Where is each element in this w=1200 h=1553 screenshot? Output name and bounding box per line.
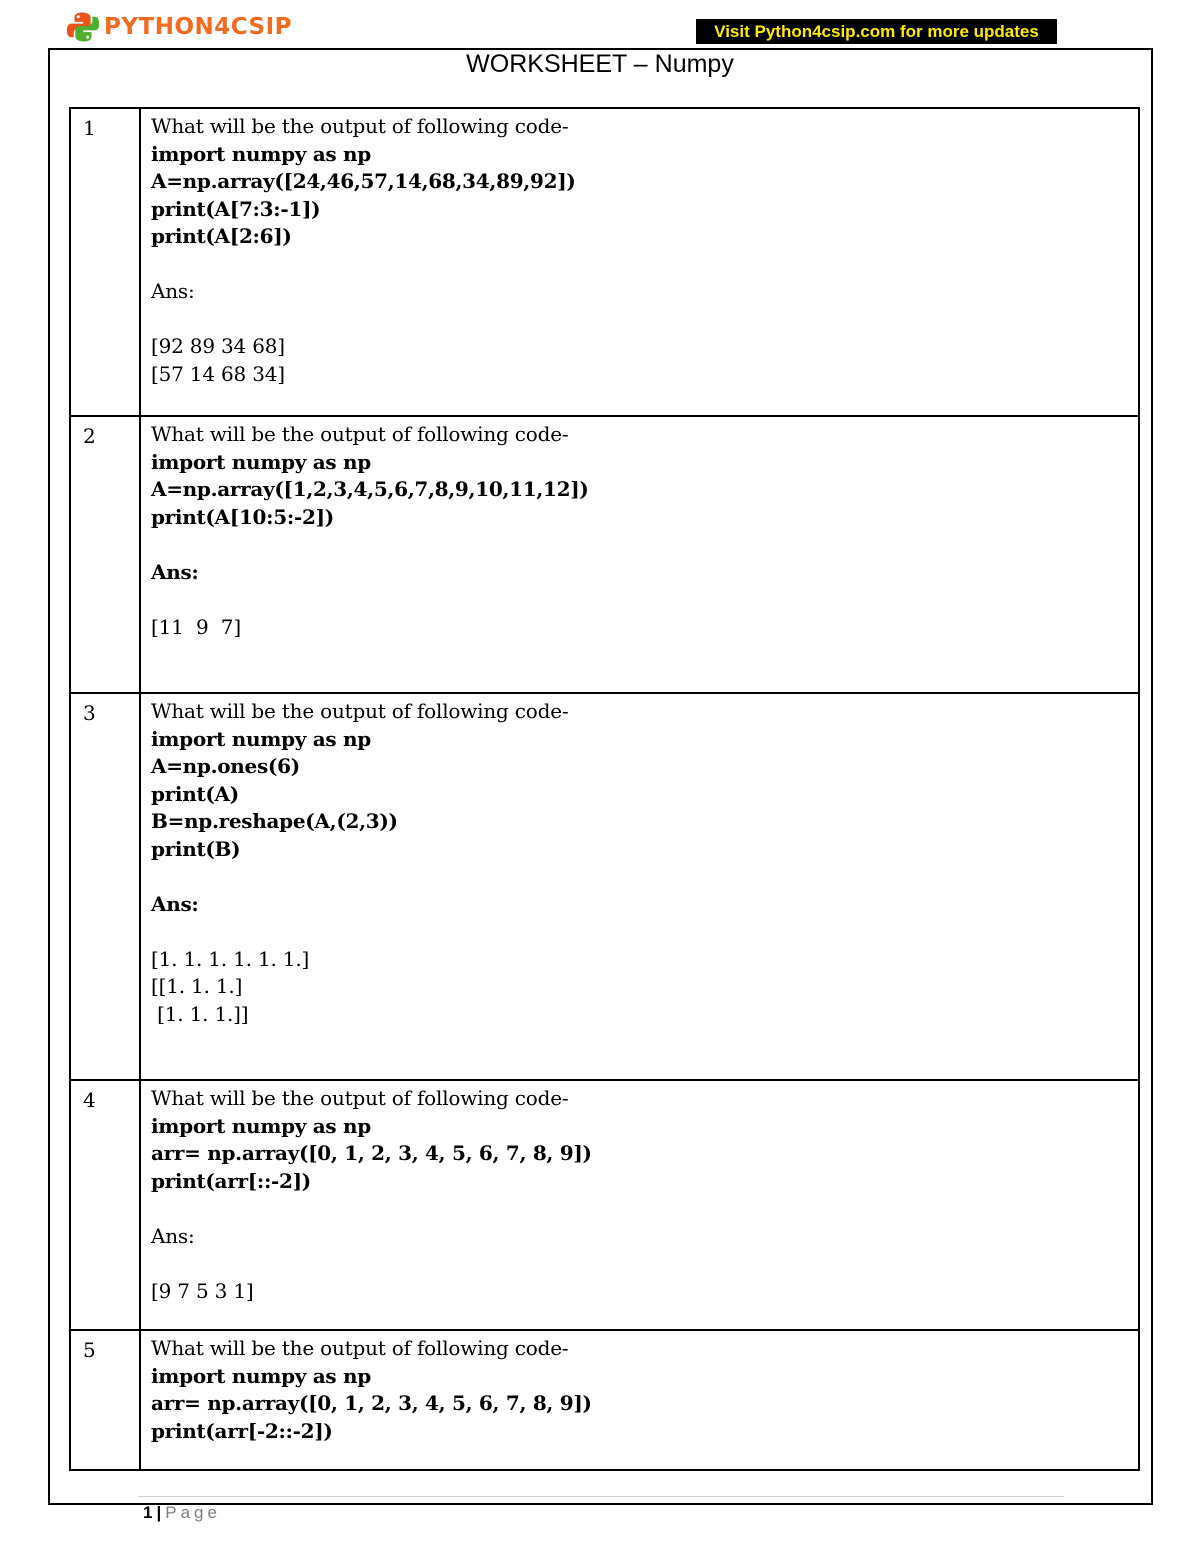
question-number-cell (70, 1330, 140, 1470)
question-number: 4 (83, 1088, 96, 1112)
answer-line: [9 7 5 3 1] (151, 1278, 254, 1303)
question-prompt: What will be the output of following code- (151, 1336, 569, 1360)
code-line: import numpy as np (151, 726, 371, 751)
code-line: A=np.ones(6) (151, 754, 300, 778)
footer-separator: | (156, 1503, 162, 1522)
question-row (70, 108, 1139, 416)
question-prompt: What will be the output of following code- (151, 422, 569, 446)
question-number-cell (70, 108, 140, 416)
question-content-cell (140, 693, 1139, 1080)
question-content-cell (140, 108, 1139, 416)
page-footer (143, 1503, 221, 1523)
page-number: 1 (143, 1503, 153, 1522)
code-line: print(A[7:3:-1]) (151, 196, 321, 221)
code-line: import numpy as np (151, 1113, 371, 1138)
answer-line: [92 89 34 68] (151, 334, 285, 358)
code-line: A=np.array([1,2,3,4,5,6,7,8,9,10,11,12]) (151, 477, 589, 501)
page-label: Page (165, 1503, 221, 1522)
worksheet-title: WORKSHEET – Numpy (466, 50, 734, 78)
question-prompt: What will be the output of following code- (151, 114, 569, 138)
question-row (70, 416, 1139, 693)
code-line: print(A) (151, 781, 239, 806)
question-content-cell (140, 1330, 1139, 1470)
python-icon (66, 10, 100, 44)
code-line: print(arr[::-2]) (151, 1168, 311, 1193)
code-line: B=np.reshape(A,(2,3)) (151, 809, 398, 833)
python4csip-logo (66, 10, 292, 44)
code-line: import numpy as np (151, 449, 371, 474)
question-row (70, 693, 1139, 1080)
answer-line: [1. 1. 1. 1. 1. 1.] (151, 946, 310, 971)
code-line: print(arr[-2::-2]) (151, 1418, 333, 1443)
answer-label: Ans: (151, 559, 199, 584)
visit-banner[interactable]: Visit Python4csip.com for more updates (696, 19, 1057, 44)
question-number-cell (70, 416, 140, 693)
question-number: 1 (83, 116, 96, 140)
footer-divider (138, 1496, 1064, 1497)
code-line: arr= np.array([0, 1, 2, 3, 4, 5, 6, 7, 8, 9]) (151, 1391, 592, 1415)
questions-table (69, 107, 1140, 1471)
answer-line: [11 9 7] (151, 614, 241, 639)
question-content-cell (140, 1080, 1139, 1330)
question-number: 2 (83, 424, 96, 448)
code-line: print(B) (151, 836, 241, 861)
question-number-cell (70, 693, 140, 1080)
answer-line: [[1. 1. 1.] (151, 974, 243, 998)
code-line: print(A[10:5:-2]) (151, 504, 334, 529)
question-number: 5 (83, 1338, 96, 1362)
question-row (70, 1080, 1139, 1330)
answer-label: Ans: (151, 279, 195, 303)
code-line: arr= np.array([0, 1, 2, 3, 4, 5, 6, 7, 8, 9]) (151, 1141, 592, 1165)
question-number-cell (70, 1080, 140, 1330)
answer-line: [1. 1. 1.]] (151, 1001, 249, 1026)
question-row (70, 1330, 1139, 1470)
code-line: print(A[2:6]) (151, 224, 292, 248)
question-prompt: What will be the output of following code- (151, 1086, 569, 1110)
code-line: A=np.array([24,46,57,14,68,34,89,92]) (151, 169, 576, 193)
question-content-cell (140, 416, 1139, 693)
answer-line: [57 14 68 34] (151, 361, 285, 386)
question-number: 3 (83, 701, 96, 725)
question-prompt: What will be the output of following code- (151, 699, 569, 723)
code-line: import numpy as np (151, 1363, 371, 1388)
code-line: import numpy as np (151, 141, 371, 166)
logo-text: PYTHON4CSIP (104, 14, 293, 40)
answer-label: Ans: (151, 891, 199, 916)
answer-label: Ans: (151, 1223, 195, 1248)
